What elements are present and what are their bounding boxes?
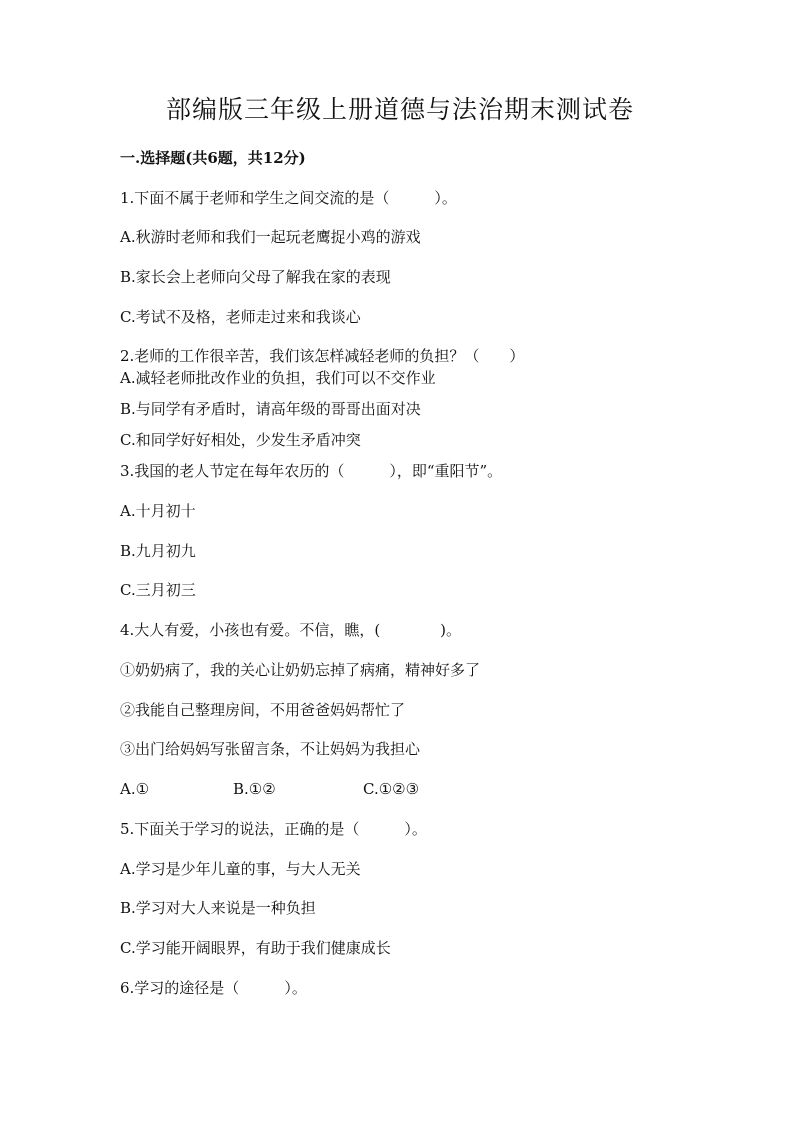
question-3-option-b: B.九月初九 [120, 542, 196, 560]
question-4-statement-3: ③出门给妈妈写张留言条，不让妈妈为我担心 [120, 740, 421, 758]
question-3-option-c: C.三月初三 [120, 581, 196, 599]
question-4-statement-2: ②我能自己整理房间，不用爸爸妈妈帮忙了 [120, 701, 406, 719]
question-6-stem: 6.学习的途径是（ ）。 [120, 979, 307, 997]
question-4-stem: 4.大人有爱，小孩也有爱。不信，瞧，( )。 [120, 621, 462, 639]
question-2-option-a: A.减轻老师批改作业的负担，我们可以不交作业 [120, 369, 436, 387]
question-2-stem: 2.老师的工作很辛苦，我们该怎样减轻老师的负担？（ ） [120, 347, 525, 365]
question-5-option-a: A.学习是少年儿童的事，与大人无关 [120, 860, 361, 878]
question-1-stem: 1.下面不属于老师和学生之间交流的是（ ）。 [120, 189, 457, 207]
question-4-statement-1: ①奶奶病了，我的关心让奶奶忘掉了病痛，精神好多了 [120, 661, 481, 679]
question-1-option-c: C.考试不及格，老师走过来和我谈心 [120, 308, 361, 326]
question-1-option-a: A.秋游时老师和我们一起玩老鹰捉小鸡的游戏 [120, 228, 421, 246]
question-2-option-c: C.和同学好好相处，少发生矛盾冲突 [120, 431, 361, 449]
question-5-option-b: B.学习对大人来说是一种负担 [120, 899, 316, 917]
page-title: 部编版三年级上册道德与法治期末测试卷 [165, 95, 634, 124]
question-4-option-c: C.①②③ [363, 780, 420, 798]
question-1-option-b: B.家长会上老师向父母了解我在家的表现 [120, 268, 391, 286]
question-4-option-b: B.①② [233, 780, 276, 798]
question-3-option-a: A.十月初十 [120, 502, 196, 520]
question-4-option-a: A.① [120, 780, 150, 798]
question-3-stem: 3.我国的老人节定在每年农历的（ ），即“重阳节”。 [120, 462, 503, 480]
question-2-option-b: B.与同学有矛盾时，请高年级的哥哥出面对决 [120, 400, 421, 418]
section-heading: 一.选择题(共6题，共12分) [120, 149, 306, 167]
question-5-option-c: C.学习能开阔眼界，有助于我们健康成长 [120, 939, 391, 957]
question-5-stem: 5.下面关于学习的说法，正确的是（ ）。 [120, 820, 427, 838]
